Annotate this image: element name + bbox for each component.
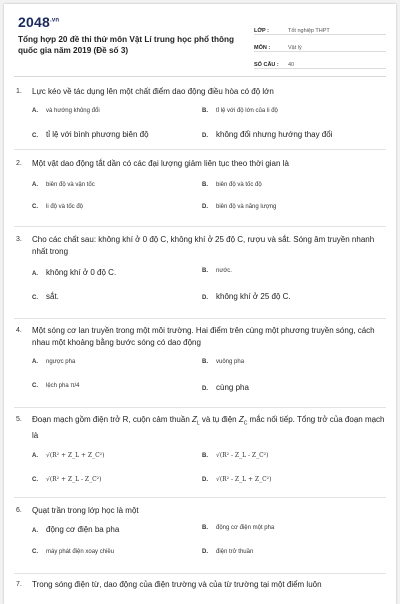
question-4: [16, 325, 386, 401]
question-number: 2.: [16, 160, 22, 167]
meta-question-count: SỐ CÂU : 40: [254, 52, 386, 69]
option-label: A.: [32, 182, 38, 188]
option-text: động cơ điện ba pha: [46, 525, 120, 534]
question-stem: Đoạn mạch gồm điện trở R, cuộn cảm thuần $Z_L$ và tụ điện $Z_C$ mắc nối tiếp. Tổng trở của đoạn mạch là: [32, 415, 385, 440]
option-label: C.: [32, 204, 38, 210]
option-text: biên độ và vận tốc: [46, 182, 95, 188]
meta-subject: MÔN : Vật lý: [254, 35, 386, 52]
divider: [14, 318, 386, 319]
exam-title: Tổng hợp 20 đề thi thử môn Vật Lí trung học phổ thông quốc gia năm 2019 (Đề số 3): [18, 35, 234, 55]
option-label: A.: [32, 452, 38, 459]
question-stem: Trong sóng điện từ, dao động của điện trường và của từ trường tại một điểm luôn: [32, 580, 322, 589]
option-text: vuông pha: [216, 359, 245, 365]
option-label: A.: [32, 528, 38, 534]
option-b[interactable]: [202, 182, 377, 188]
option-text: máy phát điện xoay chiều: [46, 549, 115, 555]
option-label: B.: [202, 452, 208, 459]
option-label: A.: [32, 108, 38, 114]
option-text: và hướng không đổi: [46, 108, 100, 114]
question-number: 3.: [16, 236, 22, 243]
question-stem: Một vật dao động tắt dần có các đại lượng giảm liên tục theo thời gian là: [32, 159, 289, 168]
question-stem: Lực kéo về tác dụng lên một chất điểm dao động điều hòa có độ lớn: [32, 87, 274, 96]
option-label: D.: [202, 295, 208, 301]
option-text: ngược pha: [46, 359, 76, 365]
formula-a: √(R² + Z_L + Z_C²): [46, 451, 105, 459]
option-a[interactable]: [32, 452, 207, 459]
site-logo[interactable]: $2048^{.vn}$: [18, 14, 60, 30]
option-text: nước.: [216, 268, 232, 274]
option-c[interactable]: [32, 476, 207, 483]
question-number: 5.: [16, 416, 22, 423]
option-c[interactable]: [32, 549, 207, 555]
option-text: điện trở thuần: [216, 549, 254, 555]
option-b[interactable]: [202, 108, 377, 114]
option-text: động cơ điện một pha: [216, 525, 275, 531]
question-stem: Một sóng cơ lan truyền trong một môi trường. Hai điểm trên cùng một phương truyền sóng, cách nhau một khoảng bằng bước sóng có dao động: [32, 326, 375, 347]
option-text: cùng pha: [216, 383, 249, 392]
divider: [14, 226, 386, 227]
question-number: 6.: [16, 507, 22, 514]
option-label: B.: [202, 525, 208, 531]
exam-meta: [254, 18, 386, 69]
option-label: C.: [32, 295, 38, 301]
question-number: 7.: [16, 581, 22, 588]
option-a[interactable]: [32, 268, 207, 277]
formula-c: √(R² + Z_L - Z_C²): [46, 475, 102, 483]
option-text: sắt.: [46, 292, 59, 301]
option-text: không khí ở 0 độ C.: [46, 268, 117, 277]
question-7: [16, 579, 386, 591]
option-label: C.: [32, 383, 38, 389]
option-b[interactable]: [202, 525, 377, 531]
option-c[interactable]: [32, 383, 207, 389]
question-stem: Quạt trần trong lớp học là một: [32, 506, 139, 515]
option-d[interactable]: [202, 383, 377, 392]
option-label: D.: [202, 476, 208, 483]
option-text: tỉ lệ với bình phương biên độ: [46, 130, 149, 139]
option-label: B.: [202, 182, 208, 188]
divider: [14, 149, 386, 150]
option-label: B.: [202, 268, 208, 274]
option-label: D.: [202, 204, 208, 210]
exam-header: [16, 12, 386, 72]
option-label: C.: [32, 133, 38, 139]
option-text: biên độ và năng lượng: [216, 204, 277, 210]
meta-class: LỚP : Tốt nghiệp THPT: [254, 18, 386, 35]
option-label: D.: [202, 549, 208, 555]
exam-page: [4, 4, 396, 604]
option-label: B.: [202, 359, 208, 365]
question-number: 4.: [16, 327, 22, 334]
option-text: không đổi nhưng hướng thay đổi: [216, 130, 333, 139]
option-text: không khí ở 25 độ C.: [216, 292, 291, 301]
question-5: [16, 414, 386, 494]
question-1: [16, 86, 386, 142]
option-d[interactable]: [202, 549, 377, 555]
option-c[interactable]: [32, 130, 207, 139]
question-number: 1.: [16, 88, 22, 95]
option-label: C.: [32, 476, 38, 483]
option-label: D.: [202, 386, 208, 392]
option-b[interactable]: [202, 452, 377, 459]
option-a[interactable]: [32, 108, 207, 114]
option-d[interactable]: [202, 476, 377, 483]
question-stem: Cho các chất sau: không khí ở 0 độ C, không khí ở 25 độ C, rượu và sắt. Sóng âm truyền nhanh nhất trong: [32, 235, 375, 256]
option-label: A.: [32, 359, 38, 365]
option-text: lệch pha π/4: [46, 383, 80, 389]
option-label: B.: [202, 108, 208, 114]
option-d[interactable]: [202, 204, 377, 210]
option-c[interactable]: [32, 292, 207, 301]
divider: [14, 407, 386, 408]
question-6: [16, 505, 386, 569]
option-d[interactable]: [202, 130, 377, 139]
option-d[interactable]: [202, 292, 377, 301]
formula-b: √(R² - Z_L - Z_C²): [216, 451, 269, 459]
option-a[interactable]: [32, 182, 207, 188]
formula-d: √(R² - Z_L + Z_C²): [216, 475, 272, 483]
option-label: A.: [32, 271, 38, 277]
option-text: biên độ và tốc độ: [216, 182, 262, 188]
option-b[interactable]: [202, 268, 377, 274]
option-label: D.: [202, 133, 208, 139]
divider: [14, 497, 386, 498]
divider: [14, 573, 386, 574]
option-a[interactable]: [32, 525, 207, 534]
option-text: tỉ lệ với độ lớn của li độ: [216, 108, 278, 114]
option-b[interactable]: [202, 359, 377, 365]
question-3: [16, 234, 386, 310]
option-text: li độ và tốc độ: [46, 204, 84, 210]
option-a[interactable]: [32, 359, 207, 365]
header-divider: [14, 76, 386, 77]
question-2: [16, 158, 386, 222]
option-label: C.: [32, 549, 38, 555]
option-c[interactable]: [32, 204, 207, 210]
